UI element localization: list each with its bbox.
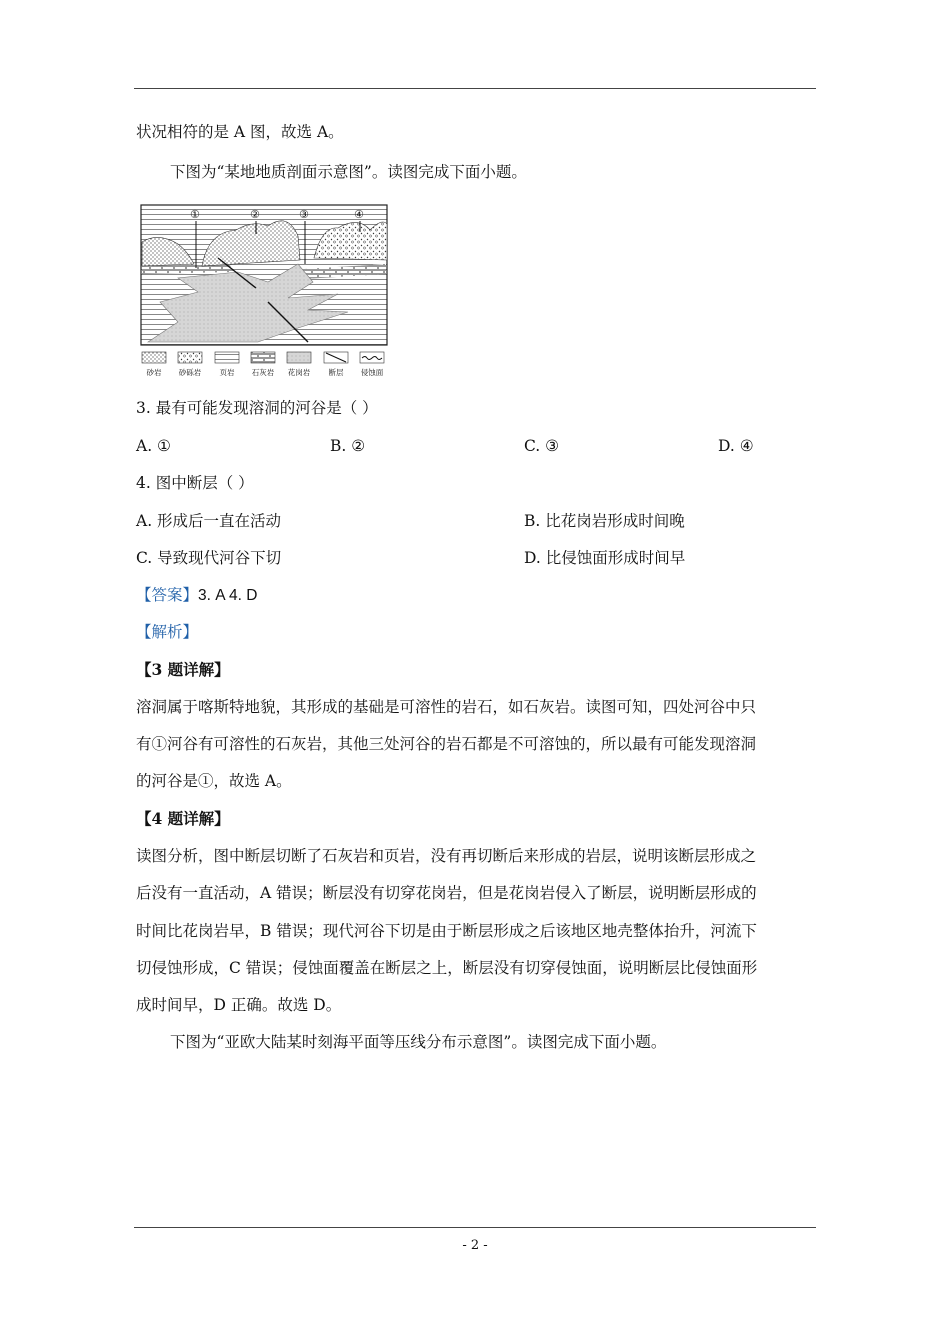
- answer-tag: 【答案】: [136, 586, 199, 604]
- header-rule: [134, 88, 816, 89]
- q3-option-a: A. ①: [136, 437, 171, 455]
- detail-3-text: 有①河谷有可溶性的石灰岩，其他三处河谷的岩石都是不可溶蚀的，所以最有可能发现溶洞: [136, 735, 757, 753]
- text-line: 状况相符的是 A 图，故选 A。: [136, 123, 344, 141]
- legend-label: 石灰岩: [251, 368, 275, 377]
- marker-2: ②: [250, 208, 260, 221]
- page-number: - 2 -: [462, 1238, 488, 1253]
- detail-4-title: 【4 题详解】: [136, 809, 230, 828]
- legend-label: 页岩: [219, 368, 235, 377]
- question-3: 3. 最有可能发现溶洞的河谷是（ ）: [136, 399, 378, 417]
- q3-option-c: C. ③: [524, 437, 560, 455]
- detail-4-text: 切侵蚀形成，C 错误；侵蚀面覆盖在断层之上，断层没有切穿侵蚀面，说明断层比侵蚀面形: [136, 959, 758, 977]
- q4-option-b: B. 比花岗岩形成时间晚: [524, 512, 685, 530]
- q3-option-d: D. ④: [718, 437, 754, 455]
- legend-label: 侵蚀面: [360, 368, 384, 377]
- detail-3-text: 的河谷是①，故选 A。: [136, 772, 292, 790]
- analysis-tag: 【解析】: [136, 623, 199, 641]
- q4-option-a: A. 形成后一直在活动: [136, 512, 282, 530]
- figure-intro: 下图为“某地地质剖面示意图”。读图完成下面小题。: [170, 163, 527, 181]
- legend-label: 砂砾岩: [178, 368, 202, 377]
- detail-3-title: 【3 题详解】: [136, 660, 230, 679]
- geologic-section-figure: [138, 202, 390, 380]
- detail-4-text: 后没有一直活动，A 错误；断层没有切穿花岗岩，但是花岗岩侵入了断层，说明断层形成的: [136, 884, 757, 902]
- marker-3: ③: [299, 208, 309, 221]
- q4-option-c: C. 导致现代河谷下切: [136, 549, 282, 567]
- q4-option-d: D. 比侵蚀面形成时间早: [524, 549, 686, 567]
- detail-4-text: 时间比花岗岩早，B 错误；现代河谷下切是由于断层形成之后该地区地壳整体抬升，河流下: [136, 922, 757, 940]
- next-figure-intro: 下图为“亚欧大陆某时刻海平面等压线分布示意图”。读图完成下面小题。: [170, 1033, 667, 1051]
- answer-line: [136, 585, 816, 606]
- detail-4-text: 读图分析，图中断层切断了石灰岩和页岩，没有再切断后来形成的岩层，说明该断层形成之: [136, 847, 757, 865]
- detail-3-text: 溶洞属于喀斯特地貌，其形成的基础是可溶性的岩石，如石灰岩。读图可知，四处河谷中只: [136, 698, 757, 716]
- footer-rule: [134, 1227, 816, 1228]
- answer-text: 3. A 4. D: [198, 587, 258, 604]
- marker-1: ①: [190, 208, 200, 221]
- legend-label: 花岗岩: [287, 368, 311, 377]
- legend-label: 断层: [328, 368, 344, 377]
- legend-label: 砂岩: [146, 368, 162, 377]
- detail-4-text: 成时间早，D 正确。故选 D。: [136, 996, 342, 1014]
- q3-option-b: B. ②: [330, 437, 366, 455]
- question-4: 4. 图中断层（ ）: [136, 474, 254, 492]
- marker-4: ④: [354, 208, 364, 221]
